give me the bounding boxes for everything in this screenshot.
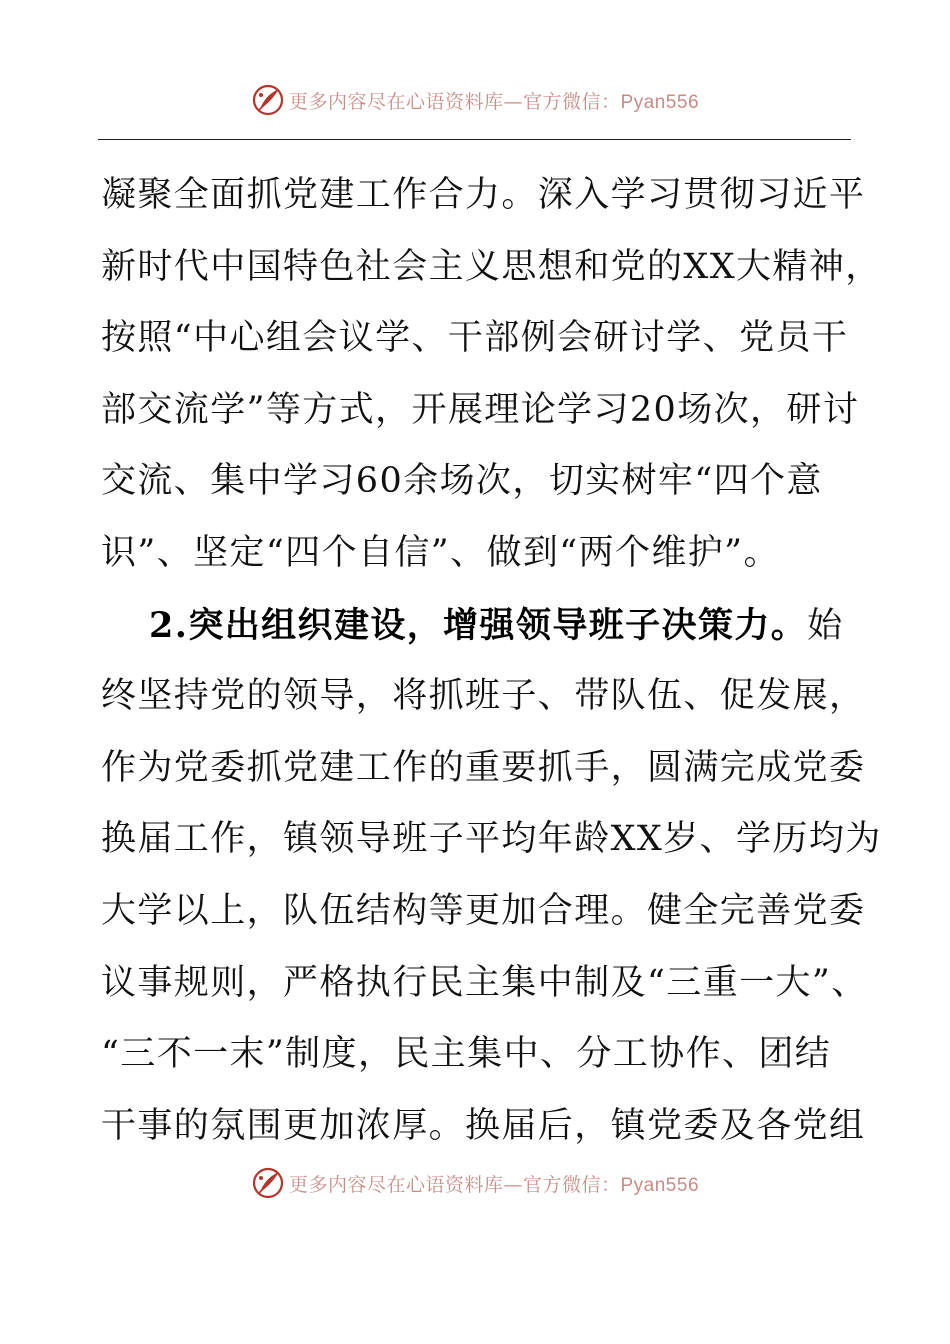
quill-logo-icon [251,1166,285,1200]
paragraph-line: 议事规则，严格执行民主集中制及“三重一大”、 [101,962,868,1003]
banner-text: 更多内容尽在心语资料库—官方微信：Pyan556 [288,1173,700,1196]
paragraph-line: 按照“中心组会议学、干部例会研讨学、党员干 [101,318,849,359]
paragraph-line: “三不一末”制度，民主集中、分工协作、团结 [101,1034,832,1075]
document-body [101,160,882,1162]
banner-text: 更多内容尽在心语资料库—官方微信：Pyan556 [288,90,700,113]
paragraph-line: 大学以上，队伍结构等更加合理。健全完善党委 [101,890,866,931]
section-heading: 2.突出组织建设，增强领导班子决策力。 [149,604,808,646]
paragraph-line: 终坚持党的领导，将抓班子、带队伍、促发展， [101,676,866,717]
paragraph-line: 作为党委抓党建工作的重要抓手，圆满完成党委 [101,747,866,788]
section-heading-tail: 始 [807,605,844,646]
paragraph-line: 凝聚全面抓党建工作合力。深入学习贯彻习近平 [101,175,866,215]
paragraph-line: 部交流学”等方式，开展理论学习20场次，研讨 [101,389,860,430]
footer-banner [0,1163,950,1203]
quill-logo-icon [251,83,285,117]
wechat-handle: Pyan556 [620,1174,700,1196]
wechat-handle: Pyan556 [620,91,700,113]
paragraph-line: 干事的氛围更加浓厚。换届后，镇党委及各党组 [101,1105,866,1146]
paragraph-line: 交流、集中学习60余场次，切实树牢“四个意 [101,461,823,502]
paragraph-line: 换届工作，镇领导班子平均年龄XX岁、学历均为 [101,819,882,860]
paragraph-line: 新时代中国特色社会主义思想和党的XX大精神， [101,246,882,287]
header-banner [0,80,950,120]
section-heading-line [101,590,861,662]
paragraph-line: 识”、坚定“四个自信”、做到“两个维护”。 [101,532,780,573]
header-divider [98,139,851,140]
